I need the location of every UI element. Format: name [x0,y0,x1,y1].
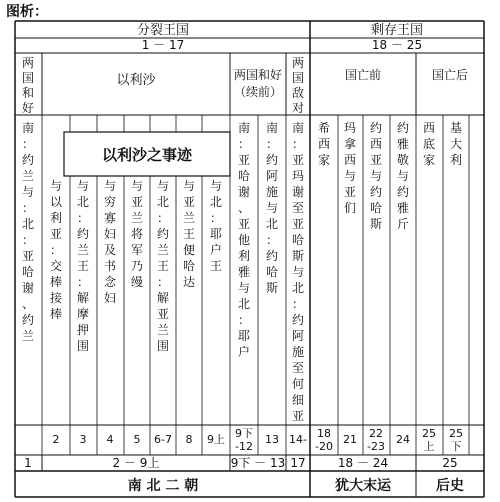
range-2-9: 2 － 9上 [112,456,160,470]
before-fall-item-1: 家 [317,153,331,167]
col-south-north-joram: 亚 [21,249,35,263]
harmony-cont-item-2: 约 [265,249,279,263]
chapter-13: -23 [367,440,385,453]
harmony-cont-item-1: ： [237,313,251,327]
before-fall-item-4: 敬 [396,153,410,167]
elisha-item-7: 王 [209,259,223,273]
footer-houshi: 后史 [436,478,464,494]
after-fall-item-2: 基 [449,121,463,135]
elisha-item-2: ： [76,275,90,289]
subheader-harmony-cont: 两国和好 [233,68,283,82]
before-fall-item-3: 与 [369,169,383,183]
after-fall-item-2: 利 [449,153,463,167]
subheader-before-fall: 国亡前 [344,68,382,82]
elisha-item-6: 便 [182,243,196,257]
elisha-item-2: 押 [76,323,90,337]
elisha-item-5: ： [156,211,170,225]
col-south-north-joram: 与 [21,185,35,199]
elisha-item-1: ： [49,243,63,257]
elisha-item-2: 北 [76,195,90,209]
col-south-north-joram: 谢 [21,281,35,295]
col-south-north-joram: 哈 [21,265,35,279]
chapter-7: 9上 [207,433,225,446]
elisha-item-1: 以 [49,195,63,209]
harmony-cont-item-1: 他 [237,233,251,247]
elisha-item-3: 妇 [103,291,117,305]
elisha-item-2: 摩 [76,307,90,321]
elisha-item-3: 穷 [103,195,117,209]
harmony-cont-item-2: 南 [265,121,279,135]
subheader-harmony: 两 [21,56,35,70]
after-fall-item-1: 家 [422,153,436,167]
elisha-item-6: 兰 [182,211,196,225]
elisha-item-5: 围 [156,339,170,353]
elisha-item-2: 兰 [76,243,90,257]
harmony-cont-item-2: ： [265,233,279,247]
chapter-15: 上 [423,440,435,453]
subheader-harmony: 好 [21,101,35,115]
chapter-8: 9下 [235,427,253,440]
chapter-15: 25 [422,427,436,440]
before-fall-item-3: 哈 [369,201,383,215]
hostile-item: 何 [291,377,305,391]
col-south-north-joram: 南 [21,121,35,135]
elisha-item-7: 与 [209,179,223,193]
elisha-deeds-label: 以利沙之事迹 [101,146,193,164]
harmony-cont-item-1: 、 [237,201,251,215]
footer-nanbei: 南 北 二 朝 [127,478,199,494]
elisha-item-3: 与 [103,179,117,193]
hostile-item: 南 [291,121,305,135]
chapter-2: 3 [79,433,87,446]
hostile-item: 阿 [291,329,305,343]
chapter-11: -20 [315,440,333,453]
harmony-cont-item-1: 哈 [237,169,251,183]
elisha-item-5: 王 [156,259,170,273]
hostile-item: 细 [291,393,305,407]
col-south-north-joram: ： [21,137,35,151]
chapter-6: 8 [185,433,193,446]
harmony-cont-item-2: 北 [265,217,279,231]
before-fall-item-3: 西 [369,137,383,151]
elisha-item-6: 与 [182,179,196,193]
before-fall-item-2: 西 [343,153,357,167]
header-remaining-kingdom: 剩存王国 [370,23,424,38]
harmony-cont-item-1: 南 [237,121,251,135]
range-25: 25 [442,456,458,470]
hostile-item: 与 [291,265,305,279]
before-fall-item-4: 约 [396,185,410,199]
range-1: 1 [24,456,32,470]
hostile-item: 谢 [291,185,305,199]
subheader-elisha: 以利沙 [116,73,156,88]
before-fall-item-1: 西 [317,137,331,151]
elisha-item-2: 解 [76,291,90,305]
before-fall-item-3: 约 [369,121,383,135]
subheader-harmony: 国 [21,71,35,85]
elisha-item-4: 与 [130,179,144,193]
elisha-item-7: 户 [209,243,223,257]
hostile-item: 施 [291,345,305,359]
hostile-item: ： [291,137,305,151]
col-south-north-joram: 约 [21,313,35,327]
range-divided-kingdom: 1 － 17 [141,38,185,52]
range-18-24: 18 － 24 [337,456,389,470]
elisha-item-2: 与 [76,179,90,193]
hostile-item: 斯 [291,249,305,263]
before-fall-item-4: 与 [396,169,410,183]
harmony-cont-item-1: 谢 [237,185,251,199]
elisha-item-6: 王 [182,227,196,241]
elisha-item-1: 亚 [49,227,63,241]
subheader-hostile: 对 [291,101,305,115]
elisha-item-2: 围 [76,339,90,353]
harmony-cont-item-2: 哈 [265,265,279,279]
elisha-item-2: ： [76,211,90,225]
elisha-item-1: 交 [49,259,63,273]
harmony-cont-item-1: 耶 [237,329,251,343]
hostile-item: ： [291,297,305,311]
subheader-hostile: 两 [291,56,305,70]
elisha-item-6: 哈 [182,259,196,273]
before-fall-item-2: 与 [343,169,357,183]
elisha-item-1: 棒 [49,275,63,289]
elisha-item-5: 亚 [156,307,170,321]
hostile-item: 哈 [291,233,305,247]
chapter-11: 18 [317,427,331,440]
harmony-cont-item-1: 雅 [237,265,251,279]
elisha-item-6: 达 [182,275,196,289]
chapter-16: 下 [450,440,462,453]
footer-youda: 犹大末运 [335,478,391,494]
header-divided-kingdom: 分裂王国 [136,23,190,38]
elisha-item-5: 解 [156,291,170,305]
elisha-item-3: 书 [103,259,117,273]
after-fall-item-2: 大 [449,137,463,151]
chapter-12: 21 [343,433,357,446]
elisha-item-7: 耶 [209,227,223,241]
col-south-north-joram: 约 [21,153,35,167]
chapter-10: 14- [289,433,307,446]
col-south-north-joram: ： [21,233,35,247]
harmony-cont-item-1: 户 [237,345,251,359]
hostile-item: 北 [291,281,305,295]
chapter-9: 13 [265,433,279,446]
harmony-cont-item-2: ： [265,137,279,151]
chapter-13: 22 [369,427,383,440]
subheader-harmony: 和 [21,86,35,100]
chapter-8: -12 [235,440,253,453]
before-fall-item-4: 约 [396,121,410,135]
elisha-item-4: 乃 [130,259,144,273]
elisha-item-4: 将 [130,227,144,241]
before-fall-item-4: 斤 [396,217,410,231]
hostile-item: 约 [291,313,305,327]
harmony-cont-item-1: ： [237,137,251,151]
harmony-cont-item-2: 与 [265,201,279,215]
elisha-item-3: 妇 [103,227,117,241]
harmony-cont-item-1: 北 [237,297,251,311]
elisha-item-4: 缦 [130,275,144,289]
elisha-item-5: ： [156,275,170,289]
elisha-item-3: 寡 [103,211,117,225]
before-fall-item-2: 玛 [343,121,357,135]
elisha-item-6: 亚 [182,195,196,209]
subheader-harmony-cont-note: （续前） [233,85,283,99]
elisha-item-4: 亚 [130,195,144,209]
subheader-hostile: 敌 [291,86,305,100]
before-fall-item-2: 拿 [343,137,357,151]
hostile-item: 至 [291,201,305,215]
before-fall-item-3: 斯 [369,217,383,231]
elisha-item-1: 利 [49,211,63,225]
harmony-cont-item-1: 亚 [237,153,251,167]
harmony-cont-item-1: 亚 [237,217,251,231]
harmony-cont-item-2: 斯 [265,281,279,295]
elisha-item-1: 接 [49,291,63,305]
elisha-item-1: 与 [49,179,63,193]
chapter-4: 5 [133,433,141,446]
before-fall-item-2: 亚 [343,185,357,199]
hostile-item: 亚 [291,153,305,167]
before-fall-item-3: 亚 [369,153,383,167]
subheader-after-fall: 国亡后 [431,68,469,82]
subheader-hostile: 国 [291,71,305,85]
before-fall-item-4: 雅 [396,137,410,151]
hostile-item: 亚 [291,217,305,231]
elisha-item-2: 王 [76,259,90,273]
chapter-14: 24 [396,433,410,446]
elisha-item-1: 棒 [49,307,63,321]
harmony-cont-item-2: 施 [265,185,279,199]
col-south-north-joram: 、 [21,297,35,311]
chapter-5: 6-7 [154,433,172,446]
elisha-item-5: 兰 [156,323,170,337]
before-fall-item-2: 们 [343,201,357,215]
elisha-item-5: 北 [156,195,170,209]
before-fall-item-3: 约 [369,185,383,199]
elisha-item-7: 北 [209,195,223,209]
range-9-13: 9下 － 13 [230,456,286,470]
elisha-item-5: 兰 [156,243,170,257]
hostile-item: 至 [291,361,305,375]
hostile-item: 玛 [291,169,305,183]
chapter-16: 25 [449,427,463,440]
before-fall-item-4: 雅 [396,201,410,215]
elisha-item-7: ： [209,211,223,225]
col-south-north-joram: 兰 [21,169,35,183]
before-fall-item-1: 希 [317,121,331,135]
elisha-item-4: 兰 [130,211,144,225]
chapter-1: 2 [52,433,60,446]
hostile-item: 亚 [291,409,305,423]
chapter-3: 4 [106,433,114,446]
elisha-item-5: 与 [156,179,170,193]
after-fall-item-1: 底 [422,137,436,151]
elisha-item-5: 约 [156,227,170,241]
harmony-cont-item-2: 约 [265,153,279,167]
elisha-item-2: 约 [76,227,90,241]
col-south-north-joram: 北 [21,217,35,231]
col-south-north-joram: ： [21,201,35,215]
harmony-cont-item-1: 利 [237,249,251,263]
after-fall-item-1: 西 [422,121,436,135]
figure-title: 图析： [6,4,48,20]
elisha-item-3: 及 [103,243,117,257]
range-17: 17 [290,456,306,470]
range-remaining-kingdom: 18 － 25 [371,38,423,52]
elisha-item-3: 念 [103,275,117,289]
col-south-north-joram: 兰 [21,329,35,343]
elisha-item-4: 军 [130,243,144,257]
harmony-cont-item-1: 与 [237,281,251,295]
harmony-cont-item-2: 阿 [265,169,279,183]
